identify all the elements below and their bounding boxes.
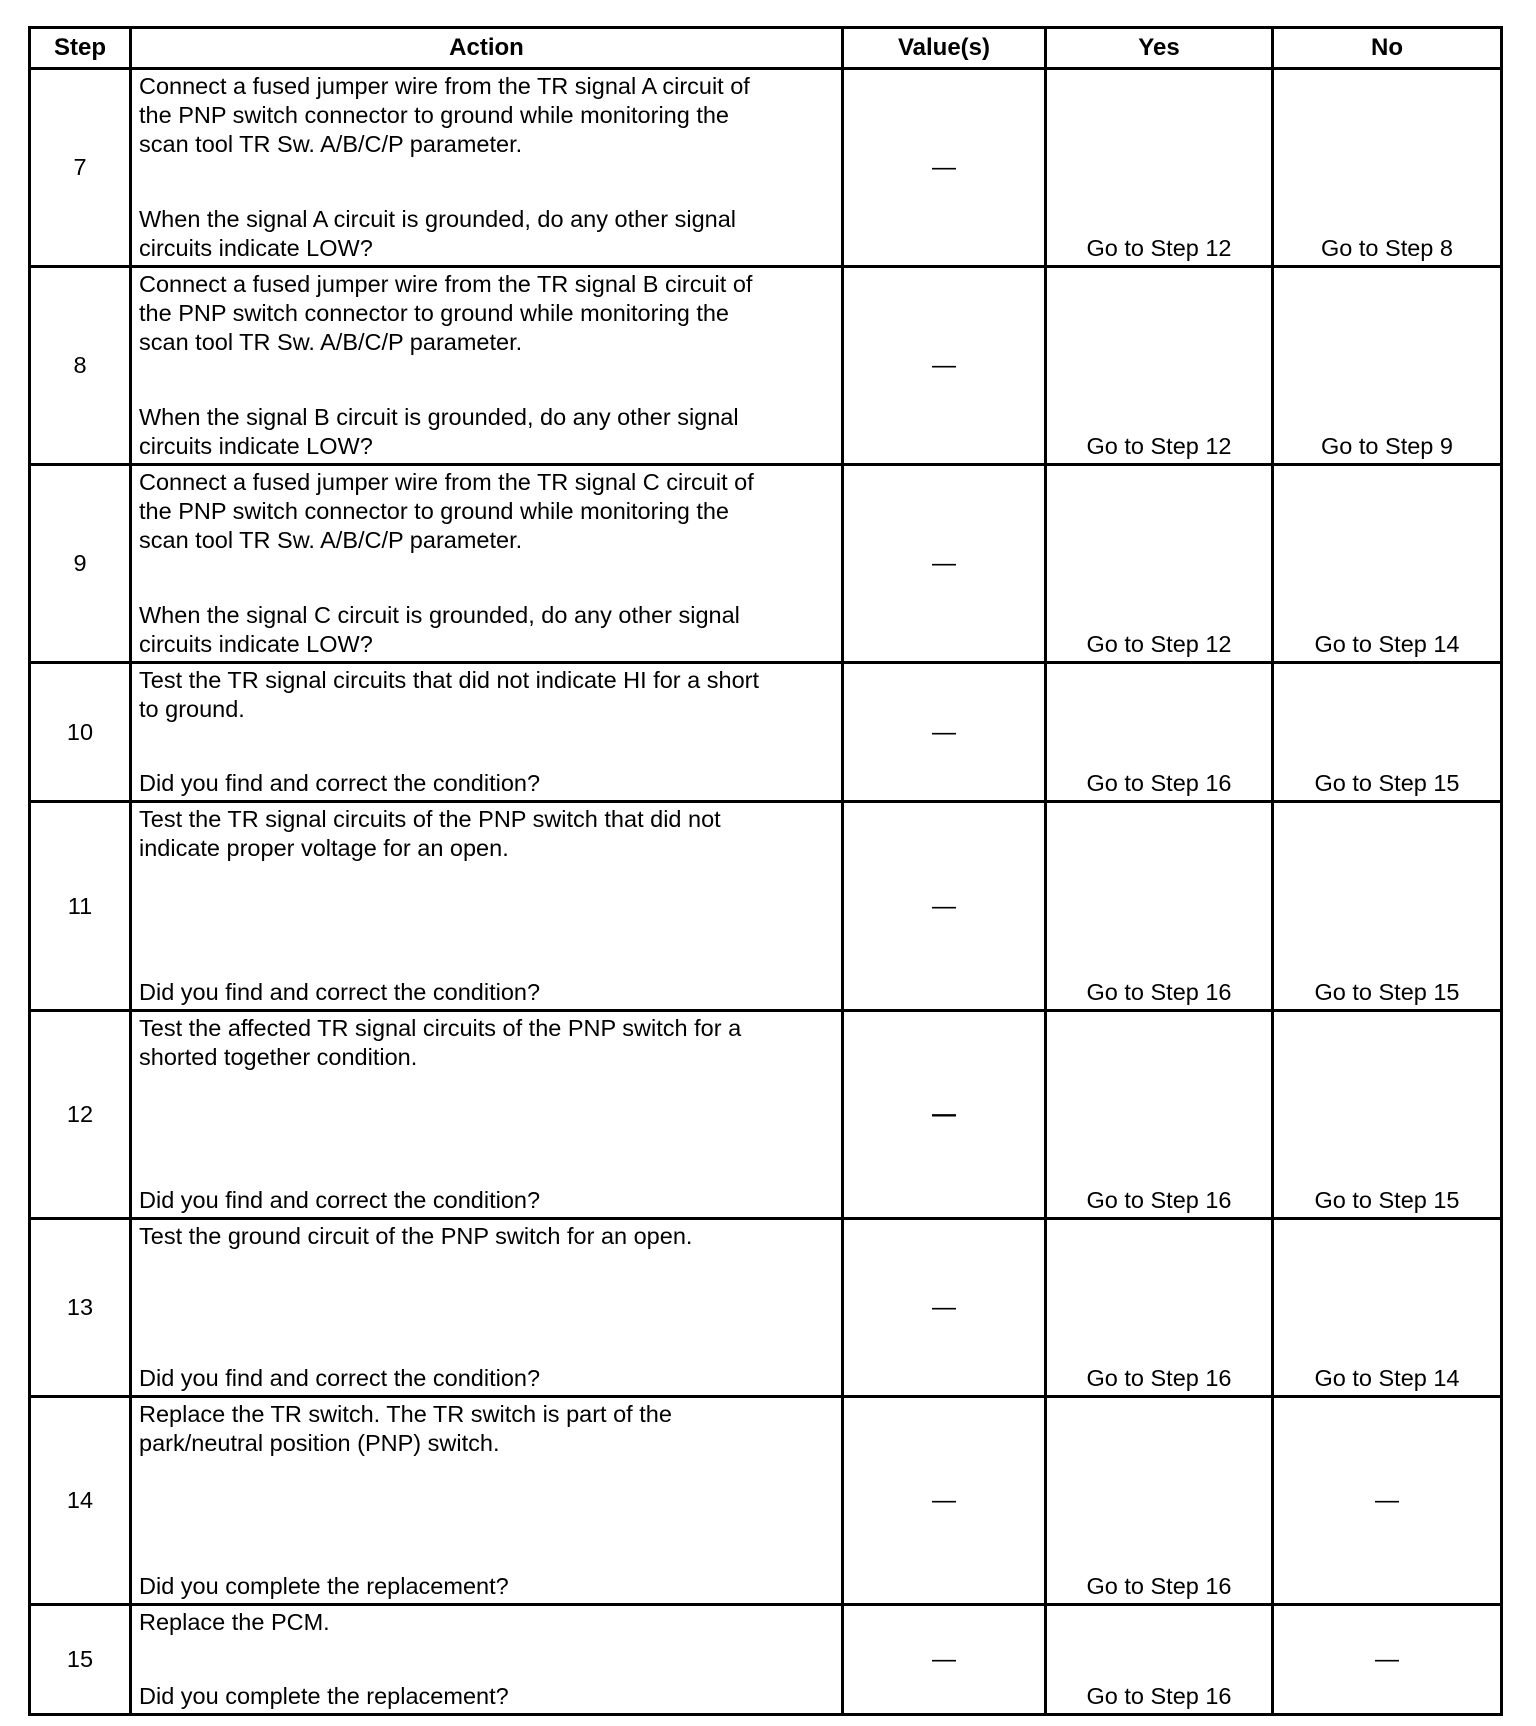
header-step: Step xyxy=(30,28,131,69)
no-cell: Go to Step 15 xyxy=(1273,1011,1502,1219)
table-row xyxy=(30,1219,1502,1397)
table-row xyxy=(30,267,1502,465)
step-number: 14 xyxy=(30,1397,131,1605)
question-text: Did you find and correct the condition? xyxy=(139,770,541,796)
action-cell xyxy=(131,465,843,663)
step-number: 10 xyxy=(30,663,131,802)
step-number: 11 xyxy=(30,802,131,1011)
question-text: When the signal C circuit is grounded, do any other signal circuits indicate LOW? xyxy=(139,602,740,657)
yes-cell: Go to Step 12 xyxy=(1046,267,1273,465)
table-row xyxy=(30,1397,1502,1605)
action-text: Replace the TR switch. The TR switch is part of the park/neutral position (PNP) switch. xyxy=(139,1401,672,1456)
value-cell: — xyxy=(843,267,1046,465)
no-cell: Go to Step 9 xyxy=(1273,267,1502,465)
header-values: Value(s) xyxy=(843,28,1046,69)
no-cell: Go to Step 15 xyxy=(1273,663,1502,802)
table-row xyxy=(30,802,1502,1011)
question-text: When the signal A circuit is grounded, do any other signal circuits indicate LOW? xyxy=(139,206,737,261)
action-text: Connect a fused jumper wire from the TR signal A circuit of the PNP switch connector to ground while monitoring the scan tool TR Sw. A/B/C/P parameter. xyxy=(139,73,750,157)
action-cell xyxy=(131,1605,843,1715)
header-row xyxy=(30,28,1502,69)
yes-cell: Go to Step 16 xyxy=(1046,1605,1273,1715)
value-cell: — xyxy=(843,802,1046,1011)
yes-cell: Go to Step 16 xyxy=(1046,663,1273,802)
table-row xyxy=(30,465,1502,663)
no-cell: Go to Step 14 xyxy=(1273,465,1502,663)
yes-cell: Go to Step 16 xyxy=(1046,1219,1273,1397)
yes-cell: Go to Step 12 xyxy=(1046,69,1273,267)
action-cell xyxy=(131,1011,843,1219)
table-row xyxy=(30,1011,1502,1219)
action-cell xyxy=(131,1397,843,1605)
step-number: 15 xyxy=(30,1605,131,1715)
action-text: Connect a fused jumper wire from the TR signal C circuit of the PNP switch connector to ground while monitoring the scan tool TR Sw. A/B/C/P parameter. xyxy=(139,469,754,553)
value-cell: — xyxy=(843,1397,1046,1605)
action-cell xyxy=(131,69,843,267)
question-text: Did you find and correct the condition? xyxy=(139,979,541,1005)
question-text: Did you find and correct the condition? xyxy=(139,1365,541,1391)
step-number: 9 xyxy=(30,465,131,663)
table-row xyxy=(30,69,1502,267)
value-cell: — xyxy=(843,663,1046,802)
step-number: 8 xyxy=(30,267,131,465)
action-cell xyxy=(131,802,843,1011)
yes-cell: Go to Step 16 xyxy=(1046,1397,1273,1605)
no-cell: — xyxy=(1273,1397,1502,1605)
step-number: 12 xyxy=(30,1011,131,1219)
no-cell: Go to Step 8 xyxy=(1273,69,1502,267)
action-cell xyxy=(131,663,843,802)
header-action: Action xyxy=(131,28,843,69)
action-cell xyxy=(131,267,843,465)
yes-cell: Go to Step 16 xyxy=(1046,1011,1273,1219)
no-cell: Go to Step 15 xyxy=(1273,802,1502,1011)
action-text: Test the ground circuit of the PNP switch for an open. xyxy=(139,1223,693,1249)
action-text: Test the TR signal circuits of the PNP switch that did not indicate proper voltage for an open. xyxy=(139,806,721,861)
no-cell: Go to Step 14 xyxy=(1273,1219,1502,1397)
step-number: 13 xyxy=(30,1219,131,1397)
question-text: Did you complete the replacement? xyxy=(139,1683,509,1709)
step-number: 7 xyxy=(30,69,131,267)
question-text: Did you find and correct the condition? xyxy=(139,1187,541,1213)
value-cell: — xyxy=(843,465,1046,663)
action-text: Replace the PCM. xyxy=(139,1609,330,1635)
action-text: Connect a fused jumper wire from the TR signal B circuit of the PNP switch connector to ground while monitoring the scan tool TR Sw. A/B/C/P parameter. xyxy=(139,271,753,355)
header-yes: Yes xyxy=(1046,28,1273,69)
question-text: Did you complete the replacement? xyxy=(139,1573,509,1599)
yes-cell: Go to Step 12 xyxy=(1046,465,1273,663)
no-cell: — xyxy=(1273,1605,1502,1715)
table-row xyxy=(30,663,1502,802)
value-cell: — xyxy=(843,1219,1046,1397)
value-cell: — xyxy=(843,1605,1046,1715)
question-text: When the signal B circuit is grounded, do any other signal circuits indicate LOW? xyxy=(139,404,739,459)
action-text: Test the TR signal circuits that did not indicate HI for a short to ground. xyxy=(139,667,759,722)
table-row xyxy=(30,1605,1502,1715)
header-no: No xyxy=(1273,28,1502,69)
value-cell: — xyxy=(843,69,1046,267)
action-cell xyxy=(131,1219,843,1397)
action-text: Test the affected TR signal circuits of the PNP switch for a shorted together condition. xyxy=(139,1015,742,1070)
value-cell: — xyxy=(843,1011,1046,1219)
yes-cell: Go to Step 16 xyxy=(1046,802,1273,1011)
diagnostic-table xyxy=(28,26,1503,1716)
